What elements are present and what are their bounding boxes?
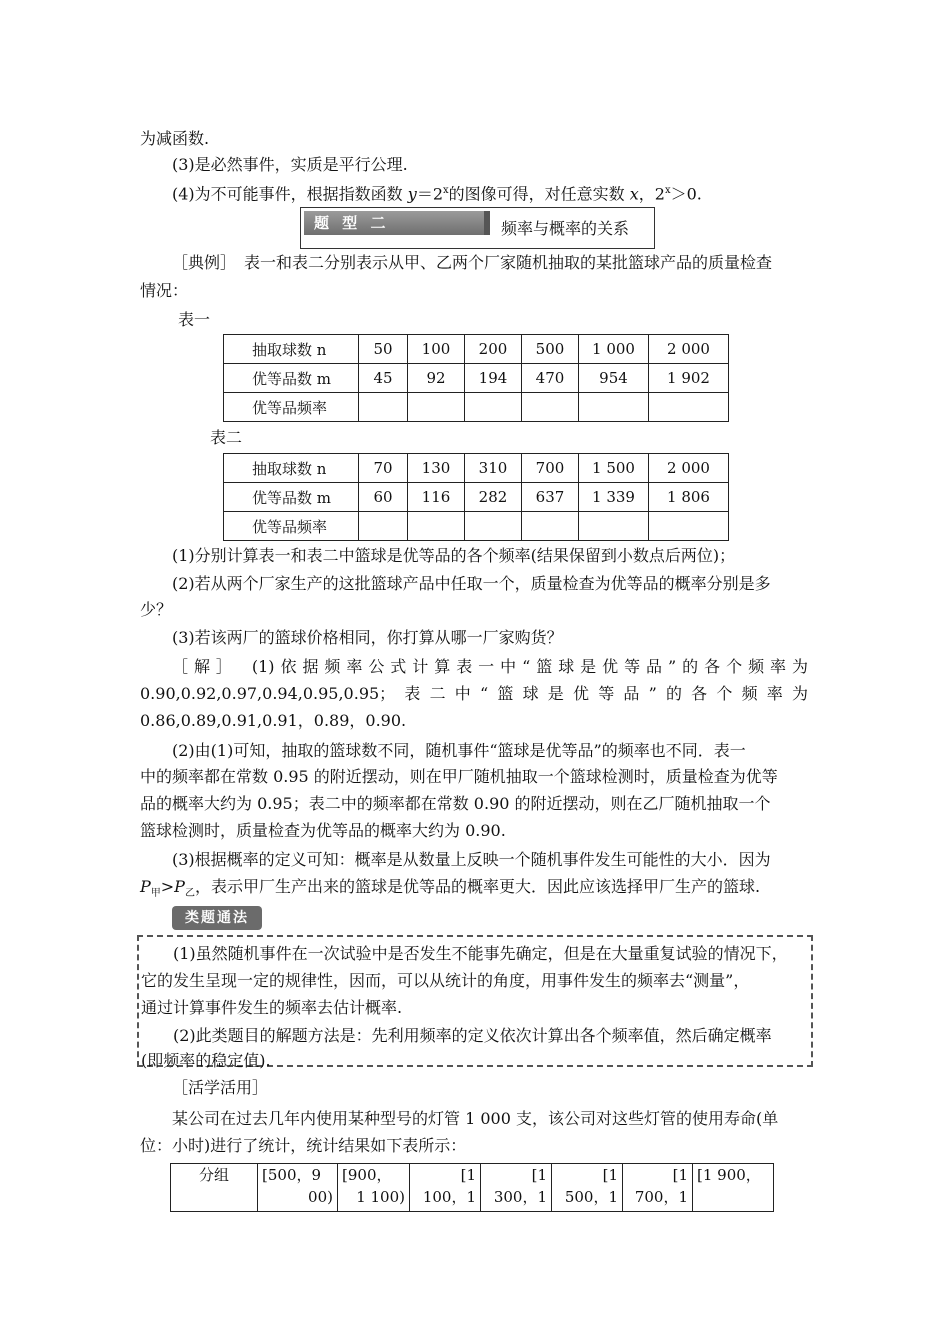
table-cell: [500，9 00) — [258, 1164, 338, 1212]
example-line: 情况： — [140, 281, 189, 300]
example-line: ［典例］ 表一和表二分别表示从甲、乙两个厂家随机抽取的某批篮球产品的质量检查 — [172, 253, 773, 272]
table-cell: 1 902 — [649, 364, 729, 393]
solution-line: $P_甲>P_乙$，表示甲厂生产出来的篮球是优等品的概率更大．因此应该选择甲厂生产的篮球. — [140, 877, 761, 900]
text-line: 为减函数. — [140, 129, 210, 148]
text-line: (4)为不可能事件，根据指数函数 $y=2^x$的图像可得，对任意实数 x，$2^x>0$. — [172, 184, 702, 204]
table-caption: 表一 — [178, 310, 211, 329]
table-cell: 282 — [465, 483, 522, 512]
row-label: 抽取球数 n — [224, 454, 359, 483]
method-line: 通过计算事件发生的频率去估计概率. — [141, 998, 403, 1017]
solution-line: 0.90,0.92,0.97,0.94,0.95,0.95；表二中“篮球是优等品”的各个频率为 — [140, 684, 808, 703]
table-row — [224, 335, 729, 364]
method-line: 它的发生呈现一定的规律性，因而，可以从统计的角度，用事件发生的频率去“测量”， — [141, 971, 750, 990]
table-cell: [1 900， — [693, 1164, 774, 1212]
table-cell: [1 100，1 — [410, 1164, 481, 1212]
table-row — [224, 364, 729, 393]
table-cell: 200 — [465, 335, 522, 364]
solution-line: (3)根据概率的定义可知：概率是从数量上反映一个随机事件发生可能性的大小．因为 — [172, 850, 771, 869]
row-label: 优等品数 m — [224, 364, 359, 393]
table-cell: 470 — [522, 364, 579, 393]
practice-line: 位：小时)进行了统计，统计结果如下表所示： — [140, 1136, 467, 1155]
table-cell: [1 500，1 — [552, 1164, 623, 1212]
question-line: (1)分别计算表一和表二中篮球是优等品的各个频率(结果保留到小数点后两位)； — [172, 546, 736, 565]
solution-line: 0.86,0.89,0.91,0.91，0.89，0.90. — [140, 711, 407, 730]
table-row — [224, 512, 729, 541]
row-label: 抽取球数 n — [224, 335, 359, 364]
section-title: 频率与概率的关系 — [501, 219, 630, 238]
table-two — [223, 453, 729, 541]
table-cell: 194 — [465, 364, 522, 393]
table-cell: 1 339 — [579, 483, 649, 512]
table-cell: 116 — [408, 483, 465, 512]
table-cell: 1 806 — [649, 483, 729, 512]
table-cell: 70 — [359, 454, 408, 483]
row-label: 优等品频率 — [224, 512, 359, 541]
table-cell — [408, 393, 465, 422]
table-cell: 50 — [359, 335, 408, 364]
table-cell: 2 000 — [649, 454, 729, 483]
method-box — [137, 935, 813, 1070]
table-cell — [522, 512, 579, 541]
table-cell — [649, 393, 729, 422]
table-cell — [649, 512, 729, 541]
table-one — [223, 334, 729, 422]
table-cell: 1 000 — [579, 335, 649, 364]
section-header — [300, 207, 655, 249]
table-cell — [579, 393, 649, 422]
table-row — [224, 483, 729, 512]
table-cell — [408, 512, 465, 541]
table-cell: 637 — [522, 483, 579, 512]
table-cell — [465, 393, 522, 422]
solution-line: 篮球检测时，质量检查为优等品的概率大约为 0.90. — [140, 821, 506, 840]
table-cell: [1 300，1 — [481, 1164, 552, 1212]
table-cell — [522, 393, 579, 422]
table-caption: 表二 — [210, 428, 243, 447]
table-cell: 92 — [408, 364, 465, 393]
lamp-table — [170, 1163, 774, 1212]
table-row — [224, 393, 729, 422]
table-cell: 45 — [359, 364, 408, 393]
method-line: (1)虽然随机事件在一次试验中是否发生不能事先确定，但是在大量重复试验的情况下， — [173, 944, 788, 963]
solution-line: (2)由(1)可知，抽取的篮球数不同，随机事件“篮球是优等品”的频率也不同．表一 — [172, 741, 746, 760]
table-cell: [1 700，1 — [623, 1164, 693, 1212]
table-cell: 1 500 — [579, 454, 649, 483]
table-cell: 60 — [359, 483, 408, 512]
solution-line: 中的频率都在常数 0.95 的附近摆动，则在甲厂随机抽取一个篮球检测时，质量检查为优等 — [140, 767, 778, 786]
table-cell: 500 — [522, 335, 579, 364]
table-row — [224, 454, 729, 483]
table-row — [171, 1164, 774, 1212]
method-badge: 类题通法 — [172, 906, 262, 930]
table-cell: [900， 1 100) — [338, 1164, 410, 1212]
table-cell — [359, 512, 408, 541]
method-line: (2)此类题目的解题方法是：先利用频率的定义依次计算出各个频率值，然后确定概率 — [173, 1026, 772, 1045]
row-label: 分组 — [171, 1164, 258, 1212]
table-cell — [579, 512, 649, 541]
section-badge: 题 型 二 — [304, 211, 484, 235]
question-line: (2)若从两个厂家生产的这批篮球产品中任取一个，质量检查为优等品的概率分别是多 — [172, 574, 771, 593]
practice-title: ［活学活用］ — [172, 1078, 269, 1097]
solution-line: ［解］ (1)依据频率公式计算表一中“篮球是优等品”的各个频率为 — [172, 657, 808, 676]
table-cell: 954 — [579, 364, 649, 393]
row-label: 优等品数 m — [224, 483, 359, 512]
text-line: (3)是必然事件，实质是平行公理. — [172, 155, 408, 174]
table-cell: 2 000 — [649, 335, 729, 364]
row-label: 优等品频率 — [224, 393, 359, 422]
table-cell: 130 — [408, 454, 465, 483]
table-cell — [465, 512, 522, 541]
solution-line: 品的概率大约为 0.95；表二中的频率都在常数 0.90 的附近摆动，则在乙厂随机抽取一个 — [140, 794, 771, 813]
table-cell: 700 — [522, 454, 579, 483]
method-line: (即频率的稳定值). — [141, 1051, 271, 1070]
table-cell: 100 — [408, 335, 465, 364]
practice-line: 某公司在过去几年内使用某种型号的灯管 1 000 支，该公司对这些灯管的使用寿命(单 — [172, 1109, 779, 1128]
question-line: 少？ — [140, 600, 173, 619]
table-cell — [359, 393, 408, 422]
question-line: (3)若该两厂的篮球价格相同，你打算从哪一厂家购货？ — [172, 628, 563, 647]
table-cell: 310 — [465, 454, 522, 483]
